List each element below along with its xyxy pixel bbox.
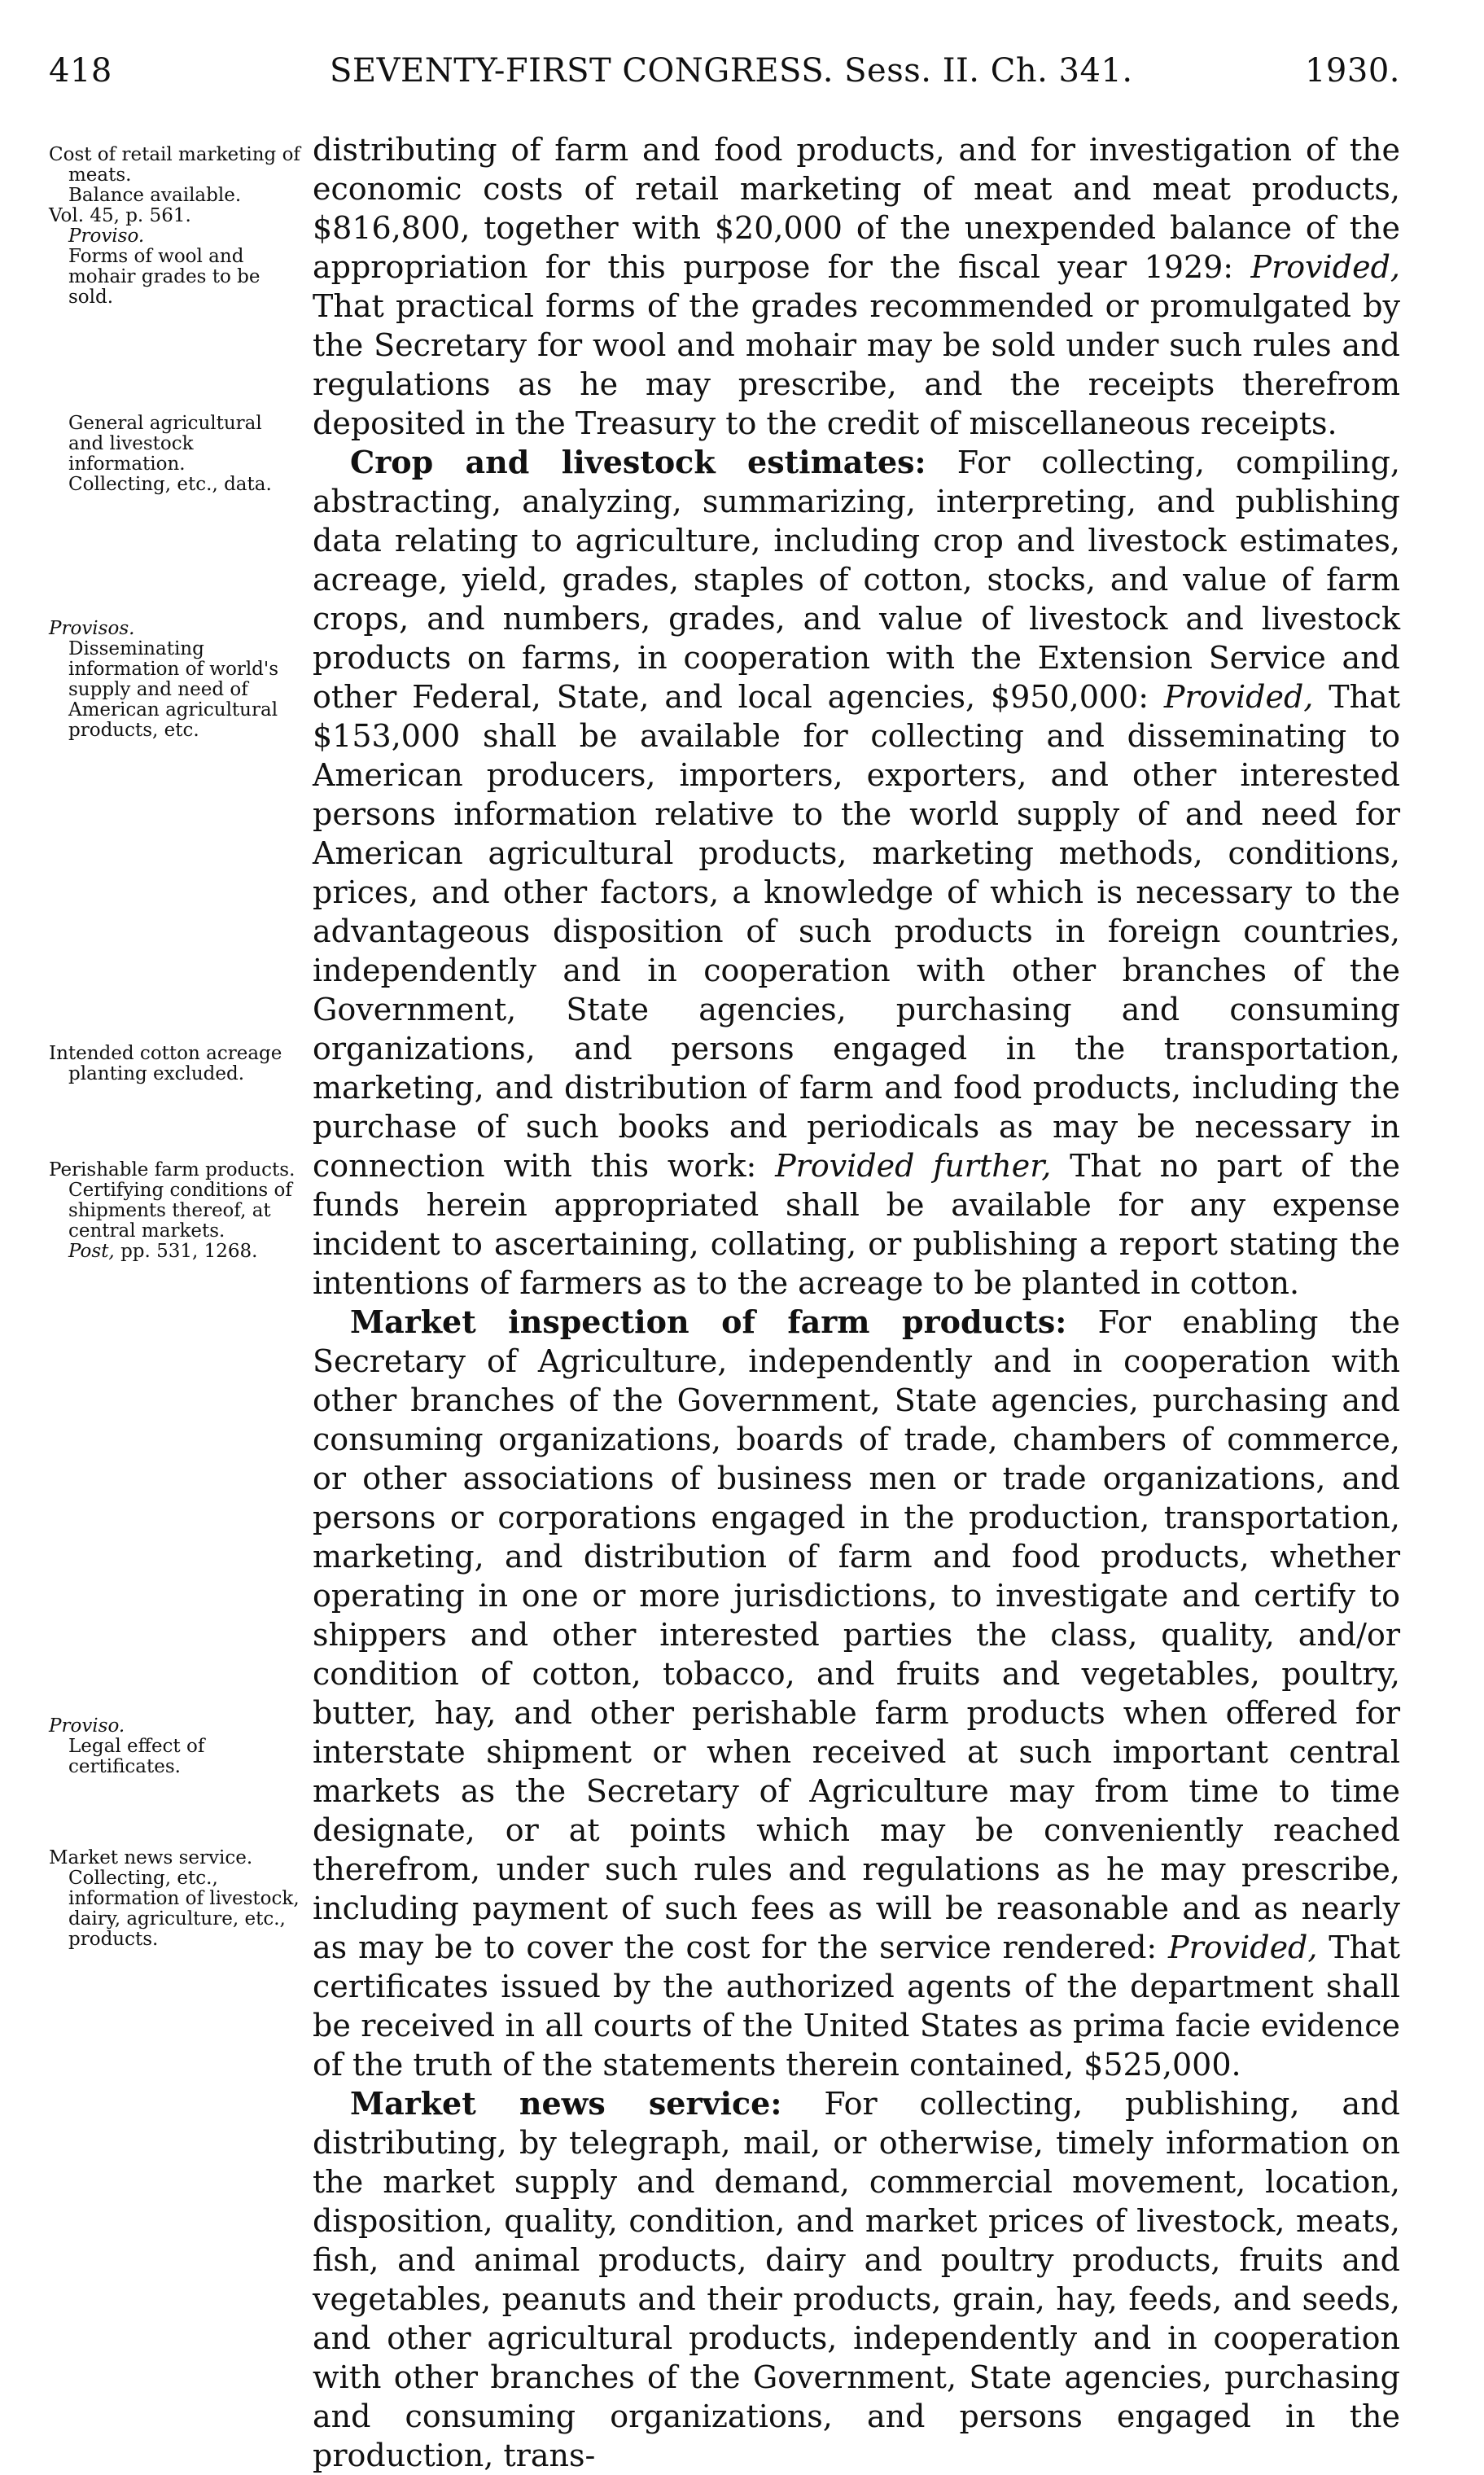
margin-note: Cost of retail marketing of meats. Balance available. Vol. 45, p. 561. Proviso. Forms of wool and mohair grades to be sold. [49, 144, 300, 308]
body-text [313, 130, 1400, 2475]
margin-note: General agricultural and livestock information. Collecting, etc., data. [68, 413, 272, 495]
paragraph: Crop and livestock estimates: For collecting, compiling, abstracting, analyzing, summarizing, interpreting, and publishing data relating to agriculture, including crop and livestock estimates, acreage, yield, grades, staples of cotton, stocks, and value of farm crops, and numbers, grades, and value of livestock and livestock products on farms, in cooperation with the Extension Service and other Federal, State, and local agencies, $950,000: Provided, That $153,000 shall be available for collecting and disseminating to American producers, importers, exporters, and other interested persons information relative to the world supply of and need for American agricultural products, marketing methods, conditions, prices, and other factors, a knowledge of which is necessary to the advantageous disposition of such products in foreign countries, independently and in cooperation with other branches of the Government, State agencies, purchasing and consuming organizations, and persons engaged in the transportation, marketing, and distribution of farm and food products, including the purchase of such books and periodicals as may be necessary in connection with this work: Provided further, That no part of the funds herein appropriated shall be available for any expense incident to ascertaining, collating, or publishing a report stating the intentions of farmers as to the acreage to be planted in cotton. [313, 444, 1400, 1301]
margin-notes [49, 0, 301, 2296]
margin-note: Intended cotton acreage planting excluded. [49, 1043, 282, 1084]
margin-note: Proviso. Legal effect of certificates. [49, 1715, 205, 1777]
margin-note: Market news service. Collecting, etc., information of livestock, dairy, agriculture, etc., products. [49, 1847, 300, 1950]
margin-note: Provisos. Disseminating information of world's supply and need of American agricultural products, etc. [49, 618, 279, 741]
paragraph: distributing of farm and food products, and for investigation of the economic costs of retail marketing of meat and meat products, $816,800, together with $20,000 of the unexpended balance of the appropriation for this purpose for the fiscal year 1929: Provided, That practical forms of the grades recommended or promulgated by the Secretary for wool and mohair may be sold under such rules and regulations as he may prescribe, and the receipts therefrom deposited in the Treasury to the credit of miscellaneous receipts. [313, 132, 1400, 441]
header-year: 1930. [1304, 52, 1400, 90]
paragraph: Market news service: For collecting, publishing, and distributing, by telegraph, mail, or otherwise, timely information on the market supply and demand, commercial movement, location, disposition, quality, condition, and market prices of livestock, meats, fish, and animal products, dairy and poultry products, fruits and vegetables, peanuts and their products, grain, hay, feeds, and seeds, and other agricultural products, independently and in cooperation with other branches of the Government, State agencies, purchasing and consuming organizations, and persons engaged in the production, trans- [313, 2085, 1400, 2473]
margin-note: Perishable farm products. Certifying conditions of shipments thereof, at central markets. Post, pp. 531, 1268. [49, 1159, 295, 1262]
running-head: SEVENTY-FIRST CONGRESS. Sess. II. Ch. 341. [330, 52, 1133, 90]
page-number: 418 [49, 52, 112, 90]
paragraph: Market inspection of farm products: For enabling the Secretary of Agriculture, independently and in cooperation with other branches of the Government, State agencies, purchasing and consuming organizations, boards of trade, chambers of commerce, or other associations of business men or trade organizations, and persons or corporations engaged in the production, transportation, marketing, and distribution of farm and food products, whether operating in one or more jurisdictions, to investigate and certify to shippers and other interested parties the class, quality, and/or condition of cotton, tobacco, and fruits and vegetables, poultry, butter, hay, and other perishable farm products when offered for interstate shipment or when received at such important central markets as the Secretary of Agriculture may from time to time designate, or at points which may be conveniently reached therefrom, under such rules and regulations as he may prescribe, including payment of such fees as will be reasonable and as nearly as may be to cover the cost for the service rendered: Provided, That certificates issued by the authorized agents of the department shall be received in all courts of the United States as prima facie evidence of the truth of the statements therein contained, $525,000. [313, 1303, 1401, 2083]
